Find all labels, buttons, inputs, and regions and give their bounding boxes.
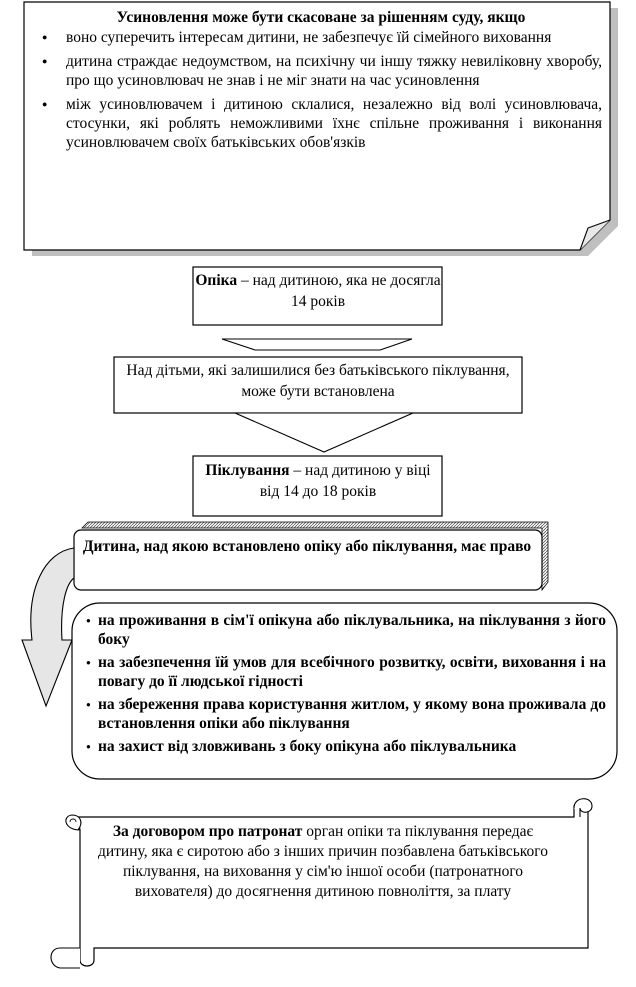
rights-box: [86, 611, 606, 760]
adoption-cancel-item: ● між усиновлювачем і дитиною склалися, незалежно від волі усиновлювача, стосунки, які роблять неможливими їхнє спільне проживання і виконання усиновлювачем своїх батьківських обов'язків: [40, 95, 602, 152]
arrow-down-1: [222, 339, 412, 350]
rights-list: [86, 611, 606, 756]
opika-definition: – над дитиною, яка не досягла 14 років: [237, 272, 441, 310]
pikluvannia-box: [195, 460, 441, 502]
rights-item: ● на захист від зловживань з боку опікуна або піклувальника: [86, 737, 606, 756]
adoption-cancel-list: [40, 28, 602, 152]
orphans-text: Над дітьми, які залишилися без батьківського піклування, може бути встановлена: [126, 362, 510, 400]
rights-item: ● на проживання в сім'ї опікуна або піклувальника, на піклування з його боку: [86, 611, 606, 649]
adoption-cancel-item: ● воно суперечить інтересам дитини, не забезпечує їй сімейного виховання: [40, 28, 602, 47]
patronage-definition: орган опіки та піклування передає дитину, яка є сиротою або з інших причин позбавлена батьківського піклування, на виховання у сім'ю іншої особи (патронатного вихователя) до досягнення дитиною повноліття, за плату: [97, 823, 549, 900]
patronage-term: За договором про патронат: [112, 823, 303, 840]
rights-title: Дитина, над якою встановлено опіку або піклування, має право: [82, 538, 532, 555]
adoption-cancel-item: ● дитина страждає недоумством, на психічну чи іншу тяжку невиліковну хворобу, про що усиновлювач не знав і не міг знати на час усиновлення: [40, 52, 602, 90]
orphans-box: [118, 360, 518, 402]
arrow-down-2: [235, 413, 413, 452]
pikluvannia-term: Піклування: [205, 462, 290, 479]
rights-item: ● на забезпечення їй умов для всебічного розвитку, освіти, виховання і на повагу до її людської гідності: [86, 653, 606, 691]
curved-arrow: [22, 548, 74, 706]
opika-box: [195, 270, 441, 312]
opika-term: Опіка: [195, 272, 238, 289]
patronage-box: [92, 822, 554, 902]
adoption-cancel-note: [40, 8, 602, 157]
pikluvannia-definition: – над дитиною у віці від 14 до 18 років: [259, 462, 431, 500]
adoption-cancel-title: Усиновлення може бути скасоване за рішенням суду, якщо: [116, 9, 526, 26]
rights-item: ● на збереження права користування житлом, у якому вона проживала до встановлення опіки або піклування: [86, 695, 606, 733]
